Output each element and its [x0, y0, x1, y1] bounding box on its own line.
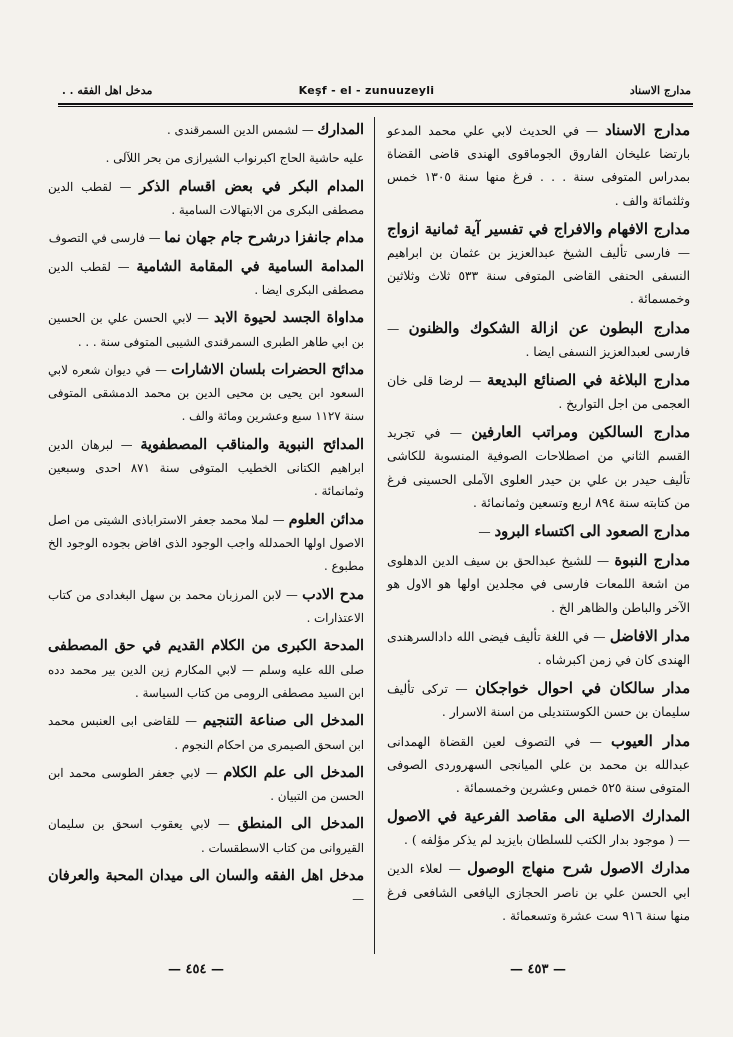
entry-headword: مدائح الحضرات بلسان الاشارات	[171, 361, 364, 378]
entry-headword: مدار سالكان في احوال خواجكان	[475, 680, 690, 698]
running-header-center: Keşf - el - zunuuzeyli	[298, 84, 435, 97]
dictionary-entry	[48, 509, 364, 579]
right-column	[387, 119, 690, 933]
dictionary-entry	[387, 805, 690, 852]
entry-headword: المدخل الى صناعة التنجيم	[202, 713, 364, 730]
page-number-right: — ٤٥٣ —	[510, 962, 567, 977]
dictionary-entry	[387, 549, 690, 620]
dictionary-entry	[387, 421, 690, 515]
dictionary-entry	[48, 119, 364, 142]
dictionary-entry	[387, 625, 690, 672]
dictionary-entry	[387, 119, 690, 213]
dictionary-entry	[48, 710, 364, 757]
entry-description: — لقطب الدين مصطفى البكرى ايضا .	[48, 259, 364, 297]
entry-headword: مدارج السالكين ومراتب العارفين	[471, 424, 690, 442]
dictionary-entry	[48, 813, 364, 860]
dictionary-entry	[48, 147, 364, 170]
entry-headword: مدارج الافهام والافراج في تفسير آية ثمانية ازواج	[387, 220, 690, 238]
dictionary-entry	[48, 865, 364, 912]
dictionary-entry	[48, 434, 364, 504]
entry-description: — في الحديث لابي علي محمد المدعو بارتضا عليخان الفاروق الجوماقوى الهندى قاضى القضاة بمدراس المتوفى سنة . . . فرغ منها سنة ١٣٠٥ خمس وثلثمائة والف .	[387, 124, 690, 208]
entry-headword: مدارج البطون عن ازالة الشكوك والظنون	[408, 319, 690, 337]
dictionary-entry	[48, 227, 364, 250]
entry-headword: مدائن العلوم	[288, 511, 364, 528]
entry-description: — ( موجود بدار الكتب للسلطان بايزيد لم يذكر مؤلفه ) .	[404, 833, 690, 848]
entry-description: — فارسى لعبدالعزيز النسفى ايضا .	[387, 321, 690, 359]
entry-headword: المدام البكر في بعض اقسام الذكر	[139, 178, 364, 195]
entry-description: — في تجريد القسم الثاني من اصطلاحات الصوفية المنسوبة للكاشى تأليف حيدر بن علي بن حيدر العلوى الآملى الحسينى فرغ من كتابته سنة ٨٩٤ اربع وتسعين وثمانمائة .	[387, 426, 690, 510]
entry-description: — للقاضى ابى العنبس محمد ابن اسحق الصيمرى من احكام النجوم .	[48, 714, 364, 752]
entry-headword: مدارج الاسناد	[605, 122, 691, 139]
entry-description: — لرضا قلى خان العجمى من اجل التواريخ .	[387, 373, 690, 412]
column-divider	[374, 117, 375, 954]
dictionary-entry	[387, 317, 690, 364]
entry-headword: مدار الافاضل	[609, 627, 691, 645]
entry-headword: مدخل اهل الفقه والسان الى ميدان المحبة والعرفان	[48, 868, 364, 885]
dictionary-entry	[387, 520, 690, 544]
entry-description: — في التصوف لعين القضاة الهمدانى عبدالله بن محمد بن علي الميانجى السهروردى الصوفى المتوفى سنة ٥٢٥ خمس وعشرين وخمسمائة .	[387, 734, 690, 795]
dictionary-entry	[48, 176, 364, 223]
header-rule	[58, 103, 693, 105]
running-header-right: مدارج الاسناد	[629, 84, 691, 97]
entry-description: — لعلاء الدين ابي الحسن علي بن ناصر الحجازى اليافعى الشافعى فرغ منها سنة ٩١٦ ست عشرة وتسعمائة .	[387, 862, 690, 923]
entry-headword: مدارج النبوة	[614, 552, 690, 570]
dictionary-entry	[48, 584, 364, 631]
entry-description: عليه حاشية الحاج اكبرنواب الشيرازى من بحر اللآلى .	[105, 151, 364, 166]
entry-headword: المدارك الاصلية الى مقاصد الفرعية في الاصول	[387, 808, 690, 826]
entry-description: — في اللغة تأليف فيضى الله دادالسرهندى الهندى كان في زمن اكبرشاه .	[387, 629, 690, 667]
dictionary-entry	[48, 635, 364, 705]
entry-headword: المدامة السامية في المقامة الشامية	[136, 258, 364, 275]
dictionary-entry	[387, 857, 690, 928]
entry-headword: مدام جانفزا درشرح جام جهان نما	[164, 230, 364, 247]
entry-headword: مدارج البلاغة في الصنائع البديعة	[486, 371, 690, 389]
entry-description: — تركى تأليف سليمان بن حسن الكوستنديلى من اسنة الاسرار .	[387, 682, 690, 720]
entry-description: — للشيخ عبدالحق بن سيف الدين الدهلوى من اشعة اللمعات فارسى في مجلدين اولها هو الاول هو الآخر والباطن والظاهر الخ .	[387, 554, 690, 615]
entry-description: صلى الله عليه وسلم — لابي المكارم زين الدين بير محمد دده ابن السيد مصطفى الرومى من كتاب السياسة .	[48, 662, 364, 700]
entry-headword: المدارك	[317, 122, 364, 138]
dictionary-entry	[387, 369, 690, 416]
entry-headword: مدارج الصعود الى اكتساء البرود	[494, 523, 690, 540]
dictionary-entry	[48, 359, 364, 429]
entry-description: — لابي جعفر الطوسى محمد ابن الحسن من التبيان .	[48, 765, 364, 804]
entry-headword: المدحة الكبرى من الكلام القديم في حق المصطفى	[48, 638, 364, 655]
dictionary-entry	[387, 730, 690, 801]
left-column	[48, 119, 364, 917]
dictionary-entry	[48, 256, 364, 303]
entry-description: —	[478, 525, 495, 539]
entry-headword: مداواة الجسد لحيوة الابد	[213, 310, 365, 327]
entry-description: —	[352, 892, 364, 907]
entry-headword: المدائح النبوية والمناقب المصطفوية	[140, 436, 364, 453]
running-header-left: مدخل اهل الفقه . .	[62, 84, 153, 97]
entry-description: — لابي الحسن علي بن الحسين بن ابي طاهر الطبرى السمرقندى الشيبى المتوفى سنة . . .	[48, 311, 364, 349]
entry-description: — فارسى في التصوف	[48, 231, 165, 246]
header-rule-thin	[58, 106, 693, 107]
entry-description: — في ديوان شعره لابي السعود ابن يحيى بن محيى الدين بن محمد الدمشقى المتوفى سنة ١١٢٧ سبع وعشرين ومائة والف .	[48, 362, 364, 424]
entry-description: — لابي يعقوب اسحق بن سليمان القيروانى من كتاب الاسطقسات .	[48, 817, 364, 855]
entry-headword: المدخل الى علم الكلام	[223, 764, 364, 781]
page-number-left: — ٤٥٤ —	[168, 962, 225, 977]
entry-description: — لقطب الدين مصطفى البكرى من الابتهالات السامية .	[48, 179, 364, 217]
entry-description: — لملا محمد جعفر الاستراباذى الشيتى من اصل الاصول اولها الحمدلله واجب الوجود الذى افاض بجوده الوجود الخ مطبوع .	[48, 512, 364, 574]
dictionary-entry	[387, 677, 690, 724]
entry-headword: المدخل الى المنطق	[237, 816, 364, 833]
dictionary-entry	[48, 307, 364, 354]
dictionary-entry	[48, 762, 364, 809]
entry-headword: مدارك الاصول شرح منهاج الوصول	[467, 860, 690, 878]
entry-headword: مدار العيوب	[611, 732, 690, 750]
entry-headword: مدح الادب	[302, 586, 364, 603]
entry-description: — فارسى تأليف الشيخ عبدالعزيز بن عثمان بن ابراهيم النسفى الحنفى القاضى المتوفى سنة ٥٣٣ ثلاث وثلاثين وخمسمائة .	[387, 245, 690, 307]
entry-description: — لابن المرزبان محمد بن سهل البغدادى من كتاب الاعتذارات .	[48, 587, 364, 625]
dictionary-entry	[387, 218, 690, 312]
entry-description: — لشمس الدين السمرقندى .	[167, 123, 318, 137]
entry-description: — لبرهان الدين ابراهيم الكتانى الخطيب المتوفى سنة ٨٧١ احدى وسبعين وثمانمائة .	[48, 437, 364, 499]
